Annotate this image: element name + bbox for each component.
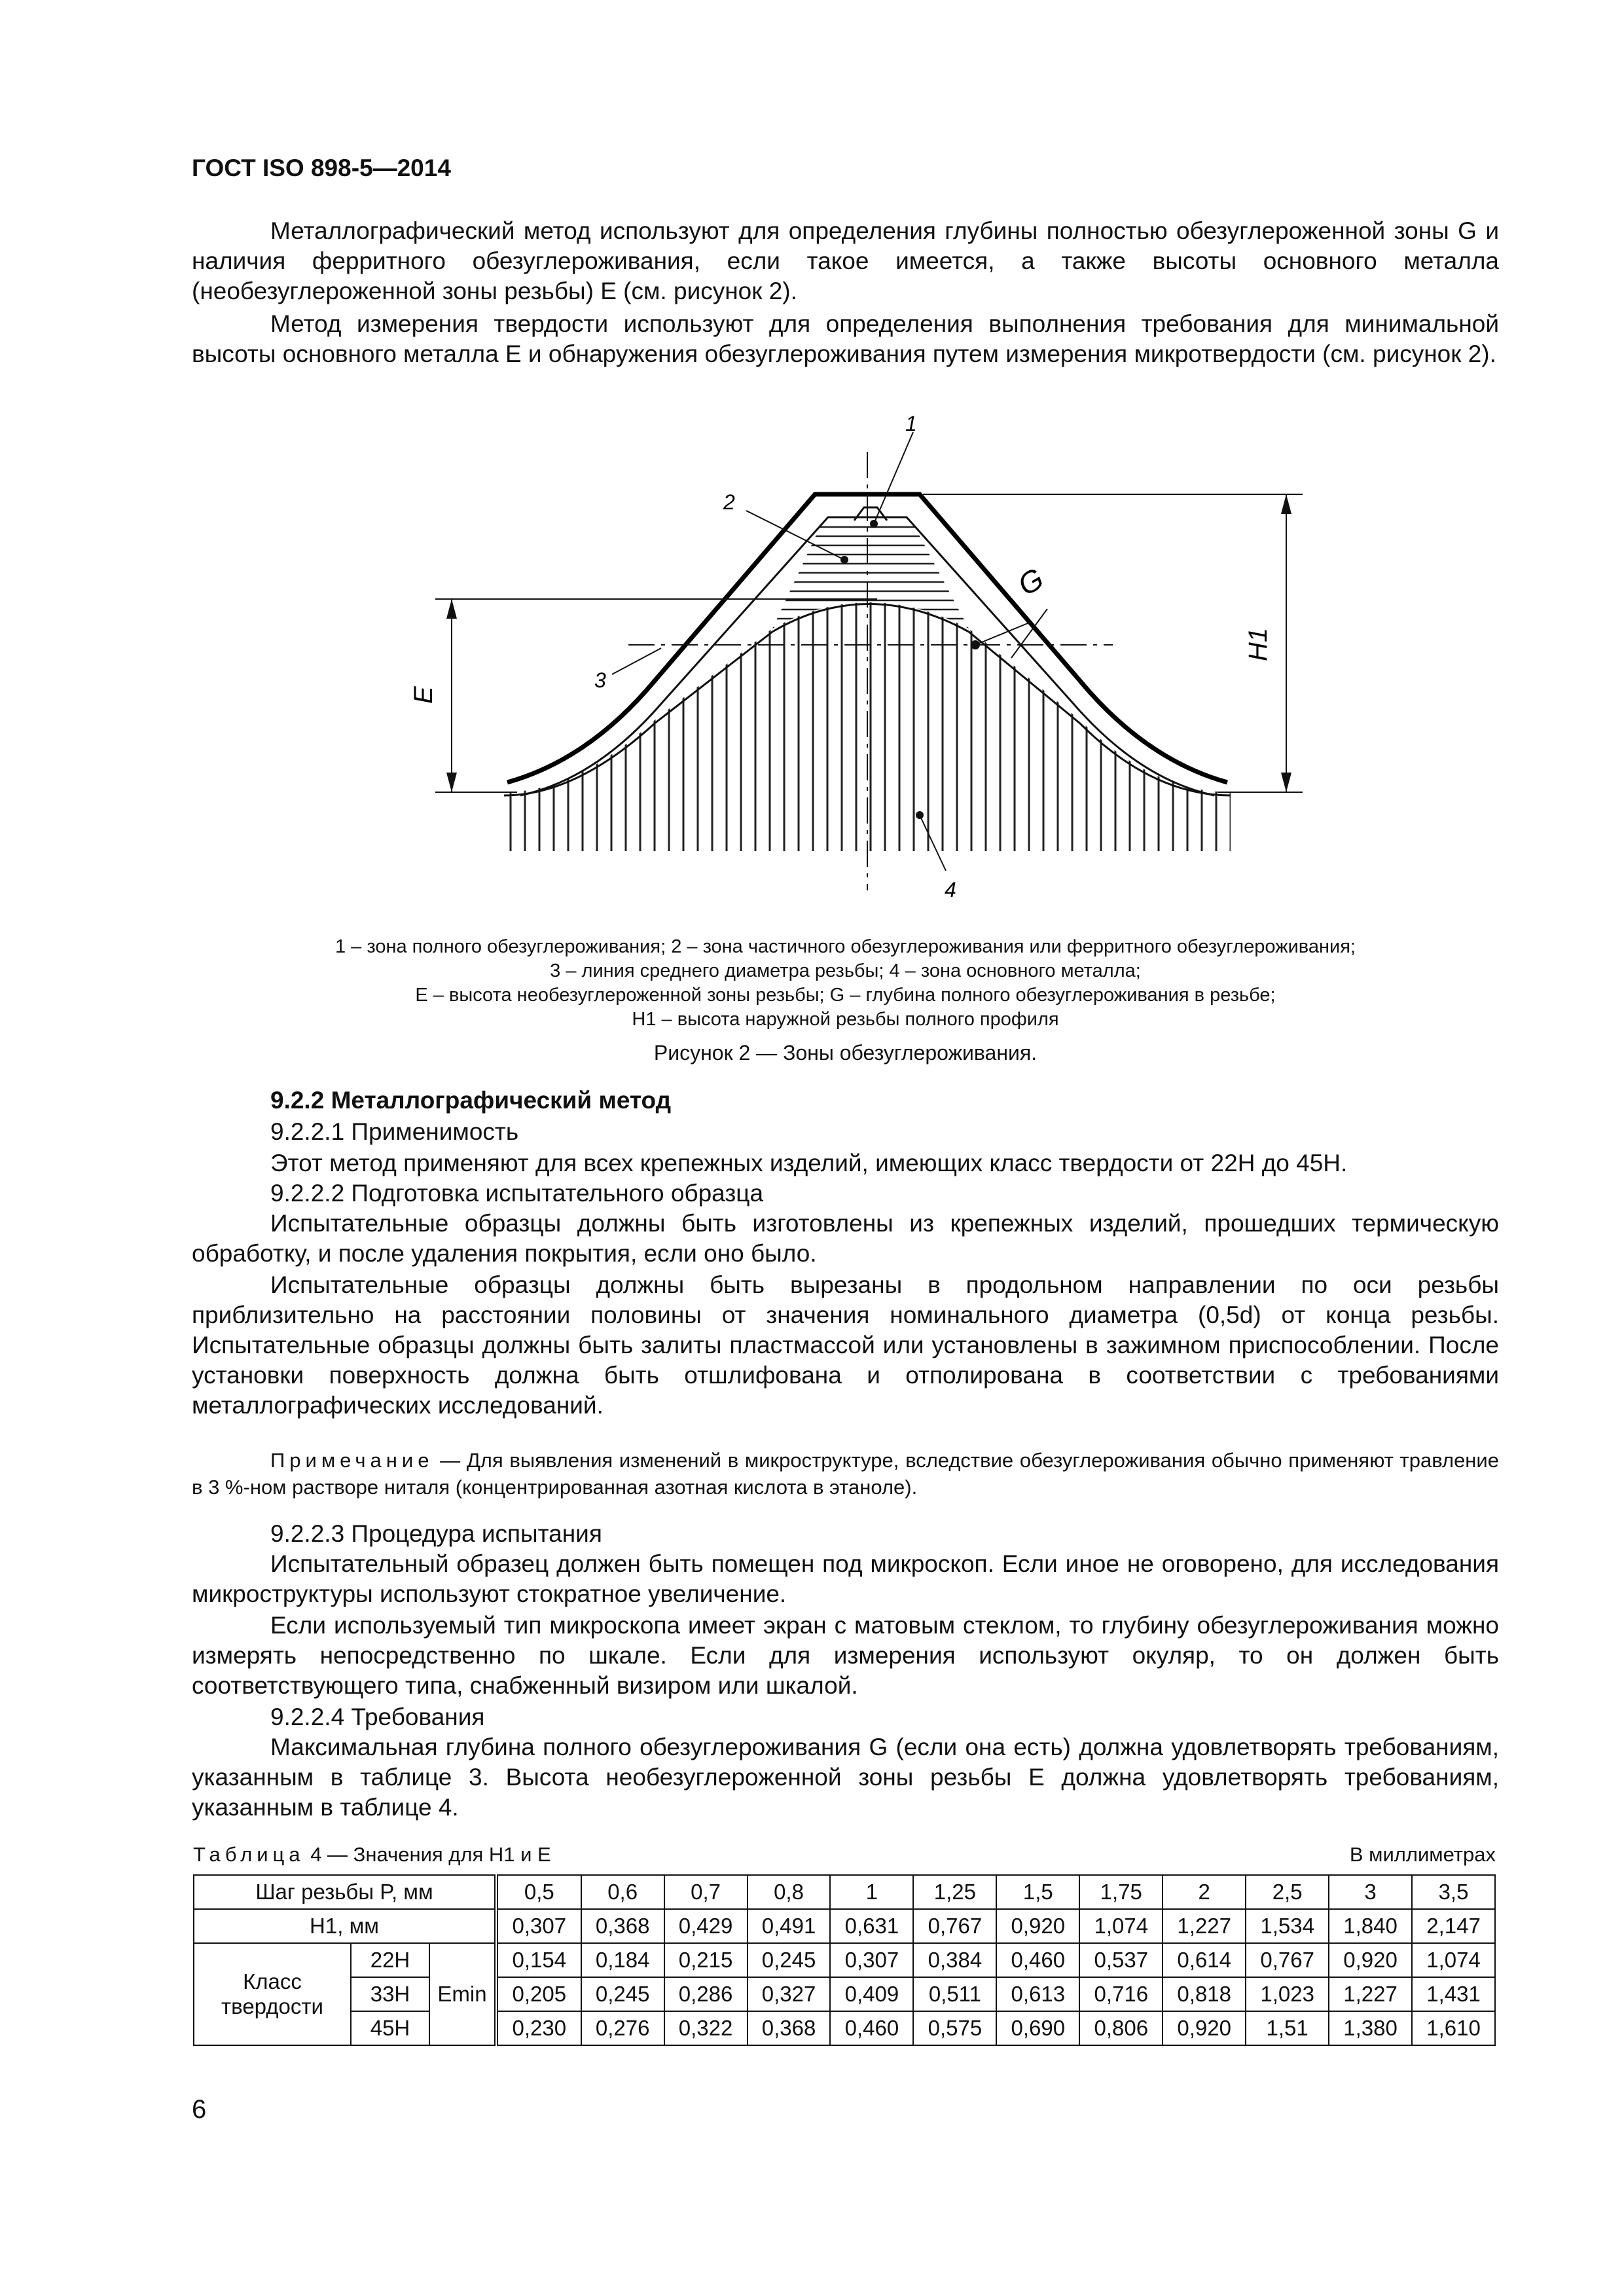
- table-cell: 0,460: [830, 2011, 913, 2045]
- note-label: Примечание: [270, 1449, 434, 1472]
- table-cell: 0,429: [664, 1909, 748, 1943]
- table-cell: 1: [830, 1875, 913, 1909]
- table-cell: 2,147: [1412, 1909, 1495, 1943]
- table-cell: 1,25: [913, 1875, 996, 1909]
- table-cell: 3,5: [1412, 1875, 1495, 1909]
- decarburization-figure: [367, 406, 1335, 943]
- table-cell: 0,613: [996, 1977, 1079, 2011]
- table-cell: 2: [1163, 1875, 1246, 1909]
- paragraph-metallographic-intro: Металлографический метод используют для определения глубины полностью обезуглероженной зоны G и наличия ферритного обезуглероживания, если такое имеется, а также высоты основного металла (необезуглероженной зоны резьбы) E (см. рисунок 2).: [192, 217, 1499, 304]
- table-cell: 0,205: [496, 1977, 581, 2011]
- paragraph-procedure-b: Если используемый тип микроскопа имеет экран с матовым стеклом, то глубину обезуглероживания можно измерять непосредственно по шкале. Если для измерения используют окуляр, то он должен быть соответствующего типа, снабженный визиром или шкалой.: [192, 1612, 1499, 1699]
- table-cell: 0,368: [581, 1909, 664, 1943]
- table-cell: 0,409: [830, 1977, 913, 2011]
- label-E: E: [409, 686, 438, 704]
- table-cell: 1,380: [1329, 2011, 1412, 2045]
- paragraph-specimen-prep-a: Испытательные образцы должны быть изготовлены из крепежных изделий, прошедших термическую обработку, и после удаления покрытия, если оно было.: [192, 1210, 1499, 1267]
- table-cell: 0,322: [664, 2011, 748, 2045]
- table-caption-text: 4 — Значения для H1 и E: [310, 1843, 551, 1866]
- table-row-45h: [194, 2011, 1495, 2045]
- figure-legend-line-2: 3 – линия среднего диаметра резьбы; 4 – зона основного металла;: [550, 960, 1141, 981]
- table-cell: 0,6: [581, 1875, 664, 1909]
- table-cell: 1,51: [1246, 2011, 1329, 2045]
- paragraph-applicability: Этот метод применяют для всех крепежных изделий, имеющих класс твердости от 22H до 45H.: [270, 1150, 1348, 1176]
- label-G: G: [1012, 560, 1049, 602]
- table-cell: 0,5: [496, 1875, 581, 1909]
- section-heading-9-2-2-4: 9.2.2.4 Требования: [270, 1704, 485, 1730]
- figure-legend-line-4: H1 – высота наружной резьбы полного профиля: [632, 1009, 1059, 1030]
- label-4: 4: [945, 878, 956, 902]
- table-caption: [193, 1843, 551, 1867]
- class-33h: 33H: [351, 1977, 429, 2011]
- table-cell: 0,276: [581, 2011, 664, 2045]
- table-cell: 0,368: [748, 2011, 831, 2045]
- table-cell: 1,75: [1079, 1875, 1163, 1909]
- table-cell: 0,230: [496, 2011, 581, 2045]
- table-row-33h: [194, 1977, 1495, 2011]
- table-cell: 0,327: [748, 1977, 831, 2011]
- label-1: 1: [905, 412, 917, 435]
- class-header: Класс твердости: [194, 1943, 351, 2045]
- class-22h: 22H: [351, 1943, 429, 1977]
- label-2: 2: [723, 490, 735, 514]
- document-header: ГОСТ ISO 898-5—2014: [192, 155, 451, 181]
- section-heading-9-2-2-1: 9.2.2.1 Применимость: [270, 1118, 519, 1145]
- paragraph-procedure-a: Испытательный образец должен быть помещен под микроскоп. Если иное не оговорено, для исследования микроструктуры используют стократное увеличение.: [192, 1550, 1499, 1607]
- section-heading-9-2-2-2: 9.2.2.2 Подготовка испытательного образца: [270, 1180, 764, 1207]
- figure-title: Рисунок 2 — Зоны обезуглероживания.: [653, 1041, 1038, 1065]
- table-cell: 0,8: [748, 1875, 831, 1909]
- table-cell: 0,154: [496, 1943, 581, 1977]
- table-cell: 0,460: [996, 1943, 1079, 1977]
- paragraph-requirements: Максимальная глубина полного обезуглероживания G (если она есть) должна удовлетворять требованиям, указанным в таблице 3. Высота необезуглероженной зоны резьбы E должна удовлетворять требованиям, указанным в таблице 4.: [192, 1734, 1499, 1821]
- table-cell: 0,920: [1163, 2011, 1246, 2045]
- table-cell: 0,307: [496, 1909, 581, 1943]
- note: [192, 1447, 1499, 1501]
- table-caption-label: Таблица: [193, 1843, 305, 1866]
- table-cell: 0,537: [1079, 1943, 1163, 1977]
- table-cell: 1,5: [996, 1875, 1079, 1909]
- table-cell: 1,431: [1412, 1977, 1495, 2011]
- paragraph-specimen-prep-b: Испытательные образцы должны быть вырезаны в продольном направлении по оси резьбы приблизительно на расстоянии половины от значения номинального диаметра (0,5d) от конца резьбы. Испытательные образцы должны быть залиты пластмассой или установлены в зажимном приспособлении. После установки поверхность должна быть отшлифована и отполирована в соответствии с требованиями металлографических исследований.: [192, 1271, 1499, 1419]
- table-cell: 0,690: [996, 2011, 1079, 2045]
- table-cell: 0,307: [830, 1943, 913, 1977]
- table-cell: 1,074: [1079, 1909, 1163, 1943]
- table-cell: 2,5: [1246, 1875, 1329, 1909]
- emin-header: Emin: [429, 1943, 496, 2045]
- table-cell: 0,631: [830, 1909, 913, 1943]
- table-row-22h: [194, 1943, 1495, 1977]
- class-45h: 45H: [351, 2011, 429, 2045]
- table-cell: 0,920: [996, 1909, 1079, 1943]
- table-cell: 0,286: [664, 1977, 748, 2011]
- table-row-pitch: [194, 1875, 1495, 1909]
- h1-header: H1, мм: [194, 1909, 496, 1943]
- table-cell: 0,716: [1079, 1977, 1163, 2011]
- label-H1: H1: [1244, 627, 1272, 661]
- label-3: 3: [594, 668, 606, 692]
- table-cell: 3: [1329, 1875, 1412, 1909]
- table-cell: 0,818: [1163, 1977, 1246, 2011]
- table-cell: 0,511: [913, 1977, 996, 2011]
- table-cell: 0,491: [748, 1909, 831, 1943]
- table-cell: 1,840: [1329, 1909, 1412, 1943]
- note-text: — Для выявления изменений в микроструктуре, вследствие обезуглероживания обычно применяют травление в 3 %-ном растворе ниталя (концентрированная азотная кислота в этаноле).: [192, 1449, 1499, 1499]
- table-cell: 0,384: [913, 1943, 996, 1977]
- table-cell: 1,534: [1246, 1909, 1329, 1943]
- section-heading-9-2-2-3: 9.2.2.3 Процедура испытания: [270, 1520, 602, 1547]
- table-cell: 0,920: [1329, 1943, 1412, 1977]
- table-cell: 0,7: [664, 1875, 748, 1909]
- table-cell: 0,245: [748, 1943, 831, 1977]
- pitch-header: Шаг резьбы P, мм: [194, 1875, 496, 1909]
- table-cell: 0,575: [913, 2011, 996, 2045]
- figure-legend-line-3: E – высота необезуглероженной зоны резьбы; G – глубина полного обезуглероживания в резьбе;: [415, 985, 1276, 1006]
- figure-legend-line-1: 1 – зона полного обезуглероживания; 2 – зона частичного обезуглероживания или ферритного обезуглероживания;: [335, 936, 1356, 957]
- table-cell: 0,245: [581, 1977, 664, 2011]
- table-cell: 0,215: [664, 1943, 748, 1977]
- page-number: 6: [192, 2095, 207, 2124]
- section-heading-9-2-2: 9.2.2 Металлографический метод: [270, 1087, 672, 1114]
- table-cell: 1,227: [1329, 1977, 1412, 2011]
- table-cell: 0,614: [1163, 1943, 1246, 1977]
- table-cell: 0,767: [913, 1909, 996, 1943]
- table-row-h1: [194, 1909, 1495, 1943]
- table-cell: 0,184: [581, 1943, 664, 1977]
- table-units: В миллиметрах: [1349, 1843, 1496, 1866]
- paragraph-hardness-intro: Метод измерения твердости используют для определения выполнения требования для минимальной высоты основного металла E и обнаружения обезуглероживания путем измерения микротвердости (см. рисунок 2).: [192, 310, 1499, 367]
- table-cell: 1,023: [1246, 1977, 1329, 2011]
- table-cell: 1,610: [1412, 2011, 1495, 2045]
- table-cell: 1,074: [1412, 1943, 1495, 1977]
- table-4: [193, 1874, 1496, 2046]
- table-cell: 0,806: [1079, 2011, 1163, 2045]
- table-cell: 1,227: [1163, 1909, 1246, 1943]
- table-cell: 0,767: [1246, 1943, 1329, 1977]
